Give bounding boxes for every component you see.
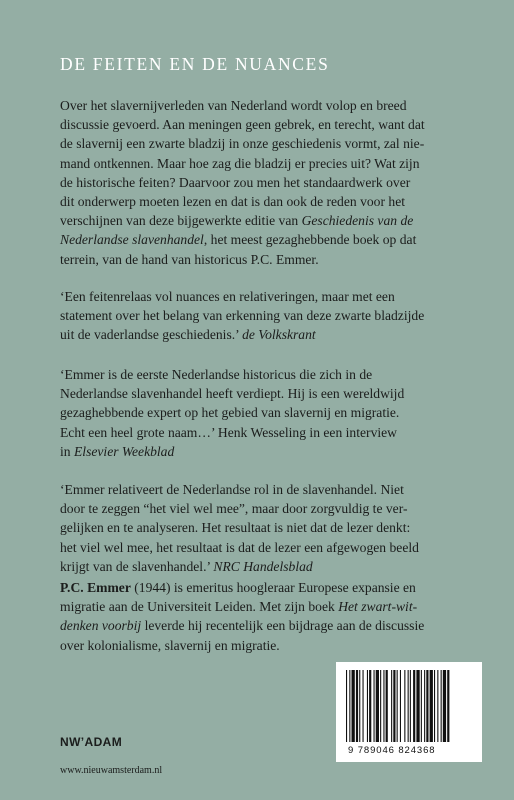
quote2-line-4: Echt een heel grote naam…’ Henk Wesseling in een interview xyxy=(60,424,397,440)
review-quote-nrc xyxy=(60,480,480,576)
quote2-line-2: Nederlandse slavenhandel heeft verdiept. Hij is een wereldwijd xyxy=(60,386,405,402)
quote3-line-5 xyxy=(60,557,480,576)
quote1-line-2: statement over het belang van erkenning van deze zwarte bladzijde xyxy=(60,308,425,324)
intro-paragraph xyxy=(60,96,480,269)
barcode-bar xyxy=(400,670,401,742)
barcode-bar xyxy=(393,670,395,742)
quote2-line-5-text: in xyxy=(60,443,74,459)
author-bio xyxy=(60,578,480,655)
bio-line-3-text: leverde hij recentelijk een bijdrage aan de discussie xyxy=(141,618,425,634)
publisher-url: www.nieuwamsterdam.nl xyxy=(60,765,163,776)
quote3-line-3: gelijken en te analyseren. Het resultaat is niet dat de lezer denkt: xyxy=(60,520,411,536)
quote2-line-1: ‘Emmer is de eerste Nederlandse historicus die zich in de xyxy=(60,367,373,382)
quote1-line-3 xyxy=(60,325,480,344)
quote3-line-4: het viel wel mee, het resultaat is dat de lezer een afgewogen beeld xyxy=(60,539,419,555)
book-title-part-1: Geschiedenis van de xyxy=(301,213,414,229)
barcode-bar xyxy=(416,670,419,742)
barcode xyxy=(336,662,482,762)
quote2-line-5 xyxy=(60,442,480,461)
barcode-bar xyxy=(413,670,415,742)
review-quote-volkskrant xyxy=(60,287,480,345)
barcode-bar xyxy=(421,670,422,742)
bio-book-title-part-1: Het zwart-wit- xyxy=(338,599,418,615)
intro-line-5: de historische feiten? Daarvoor zou men het standaardwerk over xyxy=(60,174,411,190)
barcode-bar xyxy=(426,670,428,742)
book-title-part-2: Nederlandse slavenhandel xyxy=(60,232,204,248)
quote1-source: de Volkskrant xyxy=(242,327,316,343)
barcode-bar xyxy=(363,670,364,742)
quote3-line-2: door te zeggen “het viel wel mee”, maar door zorgvuldig te ver- xyxy=(60,501,408,517)
barcode-bar xyxy=(424,670,425,742)
intro-line-6: dit onderwerp moeten lezen en dat is dan ook de reden voor het xyxy=(60,194,406,210)
intro-line-1: Over het slavernijverleden van Nederland wordt volop en breed xyxy=(60,98,407,113)
review-quote-wesseling xyxy=(60,365,480,461)
bio-line-2-text: migratie aan de Universiteit Leiden. Met zijn boek xyxy=(60,599,339,615)
bio-line-1 xyxy=(60,578,480,597)
author-name: P.C. Emmer xyxy=(60,580,131,595)
barcode-bar xyxy=(380,670,381,742)
barcode-bar xyxy=(404,670,405,742)
barcode-bar xyxy=(386,670,388,742)
barcode-bar xyxy=(437,670,438,742)
quote2-line-3: gezaghebbende expert op het gebied van slavernij en migratie. xyxy=(60,405,400,421)
intro-line-7 xyxy=(60,211,480,230)
publisher-logo: NW’ADAM xyxy=(60,735,123,749)
quote1-line-1: ‘Een feitenrelaas vol nuances en relativeringen, maar met een xyxy=(60,289,395,304)
barcode-bar xyxy=(397,670,398,742)
bio-book-title-part-2: denken voorbij xyxy=(60,618,142,634)
quote3-source: NRC Handelsblad xyxy=(213,558,313,574)
intro-line-3: de slavernij een zwarte bladzij in onze geschiedenis vormt, zal nie- xyxy=(60,136,425,152)
intro-line-9: terrein, van de hand van historicus P.C. Emmer. xyxy=(60,251,319,267)
cover-heading: DE FEITEN EN DE NUANCES xyxy=(60,54,330,74)
quote3-line-5-text: krijgt van de slavenhandel.’ xyxy=(60,558,214,574)
barcode-bar xyxy=(443,670,446,742)
quote1-line-3-text: uit de vaderlandse geschiedenis.’ xyxy=(60,327,243,343)
barcode-bar xyxy=(447,670,449,742)
bio-line-1-text: (1944) is emeritus hoogleraar Europese expansie en xyxy=(130,580,416,595)
barcode-bar xyxy=(369,670,371,742)
barcode-bar xyxy=(346,670,347,742)
barcode-bar xyxy=(356,670,358,742)
quote2-source: Elsevier Weekblad xyxy=(73,443,175,459)
intro-line-2: discussie gevoerd. Aan meningen geen gebrek, en terecht, want dat xyxy=(60,117,425,133)
intro-line-8-text: , het meest gezaghebbende boek op dat xyxy=(203,232,417,248)
barcode-bar xyxy=(434,670,435,742)
intro-line-4: mand ontkennen. Maar hoe zag die bladzij er precies uit? Wat zijn xyxy=(60,155,420,171)
barcode-bar xyxy=(430,670,433,742)
isbn-number: 9 789046 824368 xyxy=(348,745,436,756)
bio-line-4: over kolonialisme, slavernij en migratie. xyxy=(60,637,280,653)
intro-line-7-text: verschijnen van deze bijgewerkte editie van xyxy=(60,213,302,229)
barcode-bar xyxy=(349,670,350,742)
barcode-bar xyxy=(441,670,442,742)
barcode-bar xyxy=(374,670,375,742)
barcode-bar xyxy=(383,670,384,742)
barcode-bars xyxy=(344,670,474,746)
quote3-line-1: ‘Emmer relativeert de Nederlandse rol in de slavenhandel. Niet xyxy=(60,482,404,497)
barcode-bar xyxy=(367,670,368,742)
bio-line-3 xyxy=(60,616,480,635)
barcode-bar xyxy=(359,670,360,742)
barcode-bar xyxy=(352,670,355,742)
barcode-bar xyxy=(391,670,392,742)
barcode-bar xyxy=(376,670,379,742)
intro-line-8 xyxy=(60,230,480,249)
barcode-bar xyxy=(410,670,411,742)
barcode-bar xyxy=(408,670,409,742)
bio-line-2 xyxy=(60,597,480,616)
